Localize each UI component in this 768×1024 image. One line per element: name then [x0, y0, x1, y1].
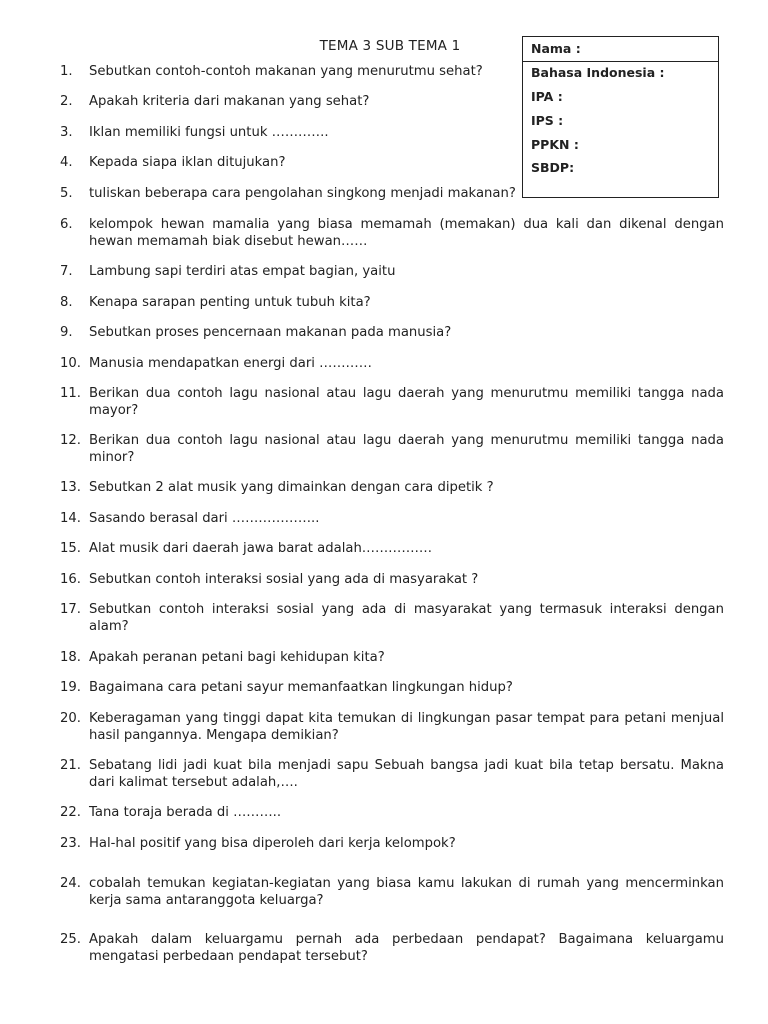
question-text: Keberagaman yang tinggi dapat kita temukan di lingkungan pasar tempat para petani menjual hasil pangannya. Mengapa demikian? [89, 711, 724, 743]
question-number: 1. [60, 64, 73, 79]
question-number: 25. [60, 932, 81, 947]
question-item [60, 758, 724, 791]
ipa-label: IPA : [531, 89, 563, 104]
question-item [60, 480, 724, 497]
question-number: 10. [60, 356, 81, 371]
question-number: 7. [60, 264, 73, 279]
question-text: Alat musik dari daerah jawa barat adalah……………. [89, 541, 432, 556]
question-text: Sebatang lidi jadi kuat bila menjadi sapu Sebuah bangsa jadi kuat bila tetap bersatu. Makna dari kalimat tersebut adalah,…. [89, 758, 724, 790]
question-text: cobalah temukan kegiatan-kegiatan yang biasa kamu lakukan di rumah yang mencerminkan kerja sama antaranggota keluarga? [89, 876, 724, 908]
question-item [60, 680, 724, 697]
question-text: Sebutkan 2 alat musik yang dimainkan dengan cara dipetik ? [89, 480, 494, 495]
question-item [60, 650, 724, 667]
question-text: Berikan dua contoh lagu nasional atau lagu daerah yang menurutmu memiliki tangga nada minor? [89, 433, 724, 465]
question-item [60, 572, 724, 589]
name-row [523, 37, 718, 62]
question-number: 23. [60, 836, 81, 851]
question-number: 14. [60, 511, 81, 526]
question-item [60, 805, 724, 822]
question-text: Berikan dua contoh lagu nasional atau lagu daerah yang menurutmu memiliki tangga nada mayor? [89, 386, 724, 418]
question-item [60, 295, 724, 312]
question-item [60, 836, 724, 853]
question-text: Sebutkan contoh interaksi sosial yang ada di masyarakat yang termasuk interaksi dengan alam? [89, 602, 724, 634]
page-title: TEMA 3 SUB TEMA 1 [319, 38, 461, 54]
question-text: Sebutkan contoh-contoh makanan yang menurutmu sehat? [89, 64, 483, 79]
question-number: 8. [60, 295, 73, 310]
question-text: Sebutkan contoh interaksi sosial yang ada di masyarakat ? [89, 572, 479, 587]
question-text: Sasando berasal dari ……………….. [89, 511, 320, 526]
question-text: Tana toraja berada di ……….. [89, 805, 282, 820]
question-item [60, 711, 724, 744]
question-text: Hal-hal positif yang bisa diperoleh dari kerja kelompok? [89, 836, 456, 851]
question-number: 13. [60, 480, 81, 495]
question-item [60, 541, 724, 558]
question-item [60, 433, 724, 466]
question-text: Sebutkan proses pencernaan makanan pada manusia? [89, 325, 452, 340]
question-number: 11. [60, 386, 81, 401]
question-text: Apakah dalam keluargamu pernah ada perbedaan pendapat? Bagaimana keluargamu mengatasi perbedaan pendapat tersebut? [89, 932, 724, 964]
question-number: 22. [60, 805, 81, 820]
question-number: 4. [60, 155, 73, 170]
question-number: 9. [60, 325, 73, 340]
question-text: Apakah kriteria dari makanan yang sehat? [89, 94, 370, 109]
question-item [60, 217, 724, 250]
question-number: 12. [60, 433, 81, 448]
question-number: 24. [60, 876, 81, 891]
ppkn-label: PPKN : [531, 137, 579, 152]
question-text: tuliskan beberapa cara pengolahan singkong menjadi makanan? [89, 186, 516, 201]
question-number: 6. [60, 217, 73, 232]
ips-label: IPS : [531, 113, 564, 128]
question-text: Kenapa sarapan penting untuk tubuh kita? [89, 295, 371, 310]
question-item [60, 511, 724, 528]
bahasa-indonesia-label: Bahasa Indonesia : [531, 65, 665, 80]
question-item [60, 386, 724, 419]
question-text: kelompok hewan mamalia yang biasa memamah (memakan) dua kali dan dikenal dengan hewan memamah biak disebut hewan…… [89, 217, 724, 249]
question-number: 17. [60, 602, 81, 617]
question-text: Lambung sapi terdiri atas empat bagian, yaitu [89, 264, 396, 279]
sbdp-label: SBDP: [531, 160, 575, 175]
question-item [60, 325, 724, 342]
question-text: Bagaimana cara petani sayur memanfaatkan lingkungan hidup? [89, 680, 513, 695]
question-text: Manusia mendapatkan energi dari ………… [89, 356, 372, 371]
question-number: 2. [60, 94, 73, 109]
question-item [60, 602, 724, 635]
question-item [60, 356, 724, 373]
question-text: Apakah peranan petani bagi kehidupan kita? [89, 650, 385, 665]
question-number: 21. [60, 758, 81, 773]
question-text: Kepada siapa iklan ditujukan? [89, 155, 286, 170]
name-label: Nama : [531, 41, 581, 56]
question-number: 3. [60, 125, 73, 140]
student-info-box [522, 36, 719, 198]
question-number: 15. [60, 541, 81, 556]
question-item [60, 932, 724, 965]
question-number: 16. [60, 572, 81, 587]
question-number: 5. [60, 186, 73, 201]
question-text: Iklan memiliki fungsi untuk …………. [89, 125, 329, 140]
question-number: 18. [60, 650, 81, 665]
question-item [60, 876, 724, 909]
question-number: 20. [60, 711, 81, 726]
question-item [60, 264, 724, 281]
question-number: 19. [60, 680, 81, 695]
